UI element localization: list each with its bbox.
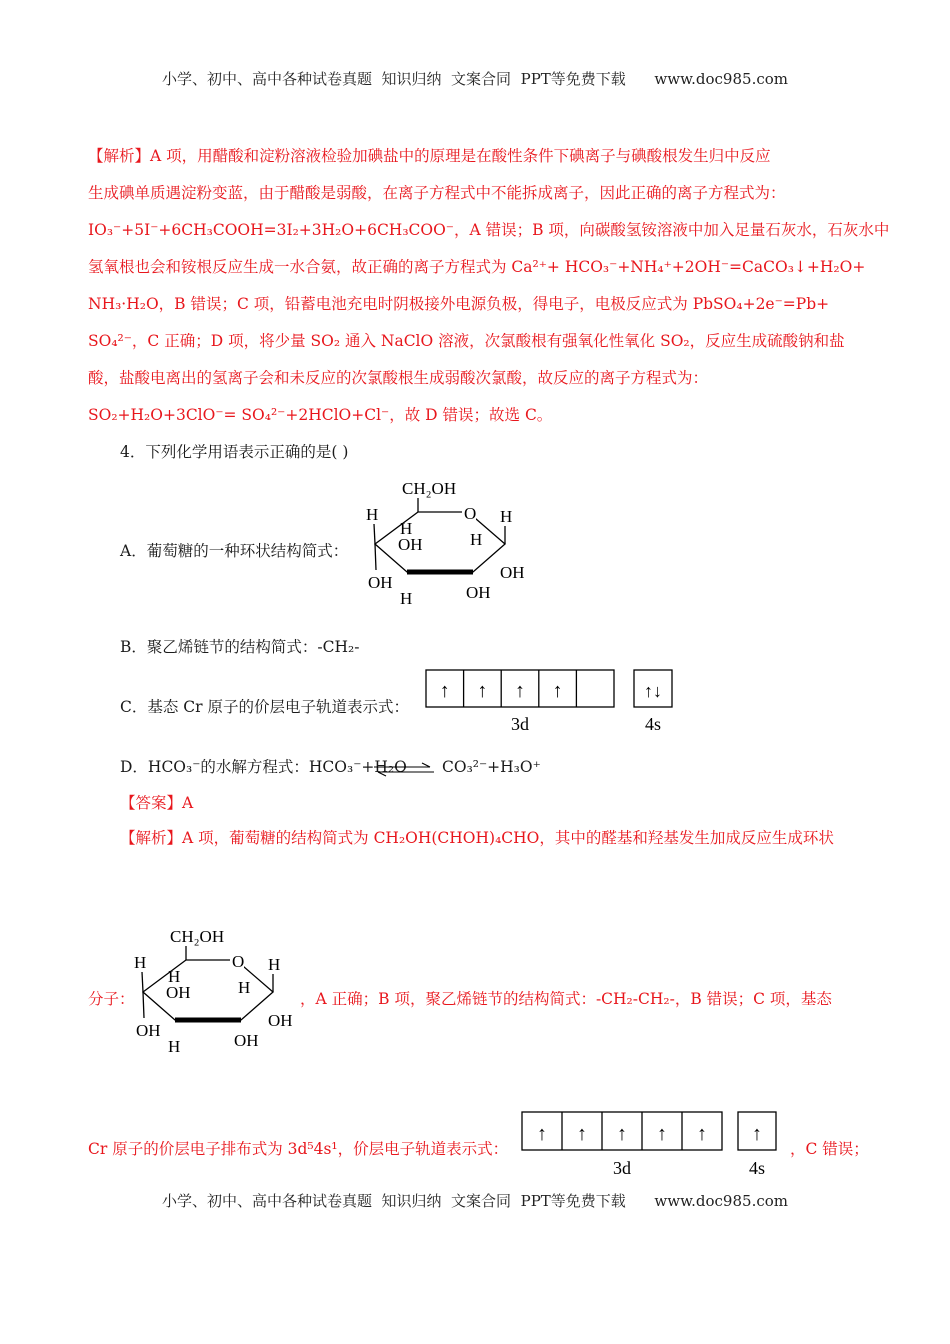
h-label: H (238, 978, 251, 997)
h-label: H (168, 1037, 181, 1056)
orbital-arrow: ↑ (515, 680, 525, 702)
orbital-3d-label: 3d (613, 1158, 631, 1178)
h-label: H (400, 519, 413, 538)
option-d: D．HCO₃⁻的水解方程式：HCO₃⁻+H₂O (120, 758, 407, 776)
analysis-line-2-suffix: ，A 正确；B 项，聚乙烯链节的结构简式：-CH₂-CH₂-，B 错误；C 项，基态 (300, 990, 832, 1008)
glucose-ring-structure (360, 470, 540, 610)
orbital-arrow: ↑ (477, 680, 488, 702)
analysis-line-3-prefix: Cr 原子的价层电子排布式为 3d⁵4s¹，价层电子轨道表示式： (88, 1140, 509, 1158)
orbital-arrow: ↑ (577, 1123, 587, 1145)
prev-analysis-line-5: NH₃·H₂O，B 错误；C 项，铅蓄电池充电时阴极接外电源负极，得电子，电极反应式为 PbSO₄+2e⁻=Pb+ (88, 295, 830, 313)
h-label: H (268, 955, 281, 974)
page-footer: 小学、初中、高中各种试卷真题 知识归纳 文案合同 PPT等免费下载 www.doc985.com (161, 1192, 788, 1210)
orbital-arrow: ↑ (439, 680, 450, 702)
option-d-products: CO₃²⁻+H₃O⁺ (442, 758, 541, 776)
h-label: H (400, 589, 413, 608)
prev-analysis-line-8: SO₂+H₂O+3ClO⁻= SO₄²⁻+2HClO+Cl⁻，故 D 错误；故选 C。 (88, 406, 553, 424)
orbital-4s-label: 4s (644, 714, 662, 734)
prev-analysis-line-2: 生成碘单质遇淀粉变蓝，由于醋酸是弱酸，在离子方程式中不能拆成离子，因此正确的离子方程式为： (88, 184, 786, 202)
oh-label: OH (398, 535, 423, 554)
prev-analysis-line-4: 氢氧根也会和铵根反应生成一水合氨，故正确的离子方程式为 Ca²⁺+ HCO₃⁻+NH₄⁺+2OH⁻=CaCO₃↓+H₂O+ (88, 258, 866, 276)
question-stem: 4．下列化学用语表示正确的是( ) (120, 443, 349, 461)
orbital-arrow: ↑ (552, 680, 563, 702)
h-label: H (168, 967, 181, 986)
answer-line: 【答案】A (120, 794, 194, 812)
orbital-diagram-question (424, 668, 684, 738)
oh-label: OH (466, 583, 491, 602)
orbital-arrow: ↑ (657, 1123, 667, 1145)
page-header: 小学、初中、高中各种试卷真题 知识归纳 文案合同 PPT等免费下载 www.doc985.com (161, 70, 788, 88)
h-label: H (134, 953, 147, 972)
h-label: H (470, 530, 483, 549)
oh-label: OH (368, 573, 393, 592)
prev-analysis-line-6: SO₄²⁻，C 正确；D 项，将少量 SO₂ 通入 NaClO 溶液，次氯酸根有强氧化性氧化 SO₂，反应生成硫酸钠和盐 (88, 332, 845, 350)
ring-oxygen-label: O (464, 504, 477, 523)
glucose-ring-structure-analysis (128, 918, 308, 1058)
oh-label: OH (234, 1031, 259, 1050)
orbital-arrow: ↑ (617, 1123, 627, 1145)
orbital-diagram-analysis (520, 1110, 792, 1180)
orbital-arrow-pair: ↑↓ (644, 681, 662, 701)
option-a: A．葡萄糖的一种环状结构简式： (120, 542, 349, 560)
option-b: B．聚乙烯链节的结构简式：-CH₂- (120, 638, 360, 656)
equilibrium-arrow-icon (370, 760, 440, 780)
analysis-line-3-suffix: ，C 错误； (790, 1140, 869, 1158)
ring-oxygen-label: O (232, 952, 245, 971)
option-c: C．基态 Cr 原子的价层电子轨道表示式： (120, 698, 409, 716)
h-label: H (366, 505, 379, 524)
ch2oh-label: CH₂OH (170, 927, 225, 946)
oh-label: OH (268, 1011, 293, 1030)
analysis-line-2-prefix: 分子： (88, 990, 135, 1008)
prev-analysis-line-7: 酸，盐酸电离出的氢离子会和未反应的次氯酸根生成弱酸次氯酸，故反应的离子方程式为： (88, 369, 709, 387)
h-label: H (500, 507, 513, 526)
prev-analysis-line-3: IO₃⁻+5I⁻+6CH₃COOH=3I₂+3H₂O+6CH₃COO⁻，A 错误；B 项，向碳酸氢铵溶液中加入足量石灰水，石灰水中 (88, 221, 890, 239)
orbital-3d-label: 3d (511, 714, 529, 734)
prev-analysis-line-1: 【解析】A 项，用醋酸和淀粉溶液检验加碘盐中的原理是在酸性条件下碘离子与碘酸根发生归中反应 (88, 147, 771, 165)
orbital-4s-label: 4s (748, 1158, 766, 1178)
oh-label: OH (166, 983, 191, 1002)
orbital-arrow: ↑ (697, 1123, 707, 1145)
orbital-arrow: ↑ (537, 1123, 547, 1145)
oh-label: OH (500, 563, 525, 582)
oh-label: OH (136, 1021, 161, 1040)
ch2oh-label: CH₂OH (402, 479, 457, 498)
analysis-line-1: 【解析】A 项，葡萄糖的结构简式为 CH₂OH(CHOH)₄CHO，其中的醛基和羟基发生加成反应生成环状 (120, 829, 834, 847)
orbital-arrow: ↑ (752, 1123, 762, 1145)
